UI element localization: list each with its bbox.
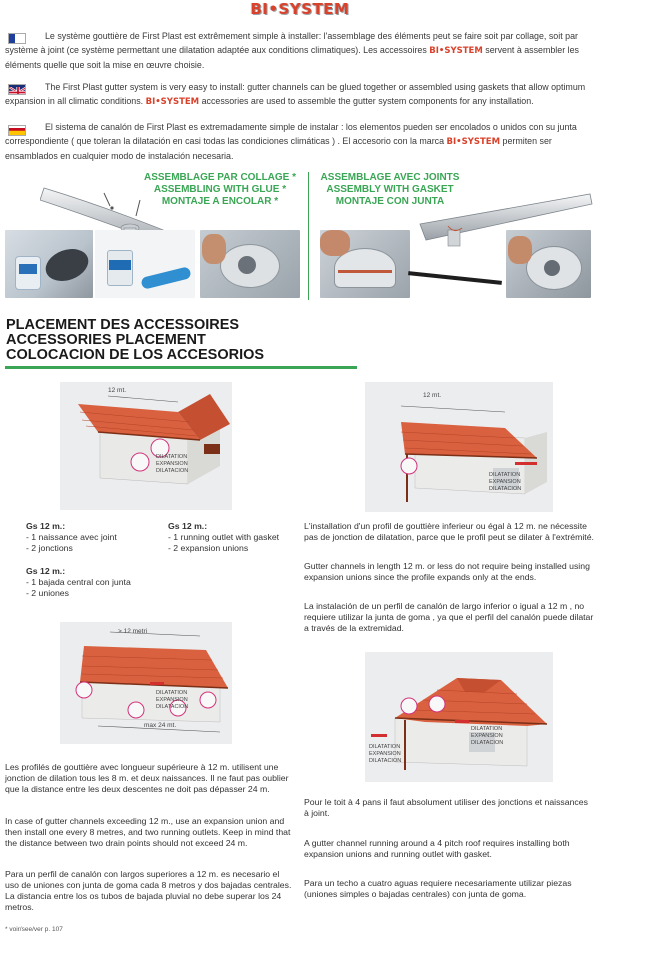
inline-logo: BI•SYSTEM (145, 97, 200, 107)
diagram-house-12m-ends (365, 382, 553, 512)
gasket-assembly-title: ASSEMBLAGE AVEC JOINTS ASSEMBLY WITH GASKET MONTAJE CON JUNTA (320, 172, 460, 207)
text-over12m-fr: Les profilés de gouttière avec longueur supérieure à 12 m. utilisent une jonction de dilation tous les 8 m. et deux naissances. Il ne faut pas oublier que la distance entre les deux descentes ne doit pas dépasser 24 m. (5, 762, 289, 794)
glue-tube-photo (5, 230, 93, 298)
intro-en: The First Plast gutter system is very easy to install: gutter channels can be glued together or assembled using gaskets that allow optimum expansion in all climatic conditions. BI•SYSTEM accessories are used to assemble the gutter system components for any installation. (5, 82, 586, 107)
placement-title: PLACEMENT DES ACCESSOIRES ACCESSORIES PLACEMENT COLOCACION DE LOS ACCESORIOS (6, 317, 265, 363)
placement-rule (5, 366, 357, 369)
length-max-label: max 24 mt. (144, 722, 177, 729)
list-fr: Gs 12 m.: - 1 naissance avec joint - 2 jonctions (26, 521, 117, 553)
assembly-divider (308, 172, 309, 300)
text-over12m-es: Para un perfil de canalón con largos superiores a 12 m. es necesario el uso de uniones con junta de goma cada 8 metros y dos bajadas centrales. La distancia entre los os tubos de bajada pluvial no debe superar los 24 metros. (5, 869, 292, 912)
gasket-strip-image (408, 271, 502, 285)
inline-logo: BI•SYSTEM (429, 46, 483, 56)
gasket-insert-photo (320, 230, 410, 298)
text-12m-fr: L'installation d'un profil de gouttière inferieur ou égal à 12 m. ne nécessite pas de jonction de dilatation, parce que le profil peut se dilater à l'extrémité. (304, 521, 594, 542)
inline-logo: BI•SYSTEM (446, 137, 501, 147)
glue-assembly-title: ASSEMBLAGE PAR COLLAGE * ASSEMBLING WITH GLUE * MONTAJE A ENCOLAR * (143, 172, 297, 207)
text-over12m-en: In case of gutter channels exceeding 12 m., use an expansion union and then install one every 8 metres, and two running outlets. Keep in mind that the distance between two drain points should not exceed 24 m. (5, 816, 291, 848)
text-12m-en: Gutter channels in length 12 m. or less do not require being installed using expansion unions since the profile expands only at the ends. (304, 561, 590, 582)
dilatation-label-left: DILATATION EXPANSION DILATACION (369, 744, 402, 764)
length-label: 12 mt. (423, 392, 442, 399)
length-label: 12 mt. (108, 387, 127, 394)
length-label: > 12 metri (118, 628, 148, 635)
diagram-house-over-12m (60, 622, 232, 744)
intro-es: El sistema de canalón de First Plast es extremadamente simple de instalar : los elementos pueden ser encolados o unidos con su junta correspondiente ( que toleran la dilatación en casi todas las condiciones climáticas ) . El accesorio con la marca BI•SYSTEM permiten ser ensamblados en cualquier modo de instalación necesaria. (5, 122, 577, 161)
list-es: Gs 12 m.: - 1 bajada central con junta - 2 uniones (26, 566, 131, 598)
diagram-house-12m-expansion (60, 382, 232, 510)
glue-application-photo (200, 230, 300, 298)
text-12m-es: La instalación de un perfil de canalón de largo inferior o igual a 12 m , no requiere utilizar la junta de goma , ya que el perfil del canalón puede dilatar a través de la extremidad. (304, 601, 594, 633)
intro-fr: Le système gouttière de First Plast est extrêmement simple à installer: l'assemblage des éléments peut se faire soit par collage, soit par système à joint (ce système permettant une dilatation adaptée aux conditions climatiques). Les accessoires BI•SYSTEM servent à assembler les éléments quelle que soit la mise en œuvre choisie. (5, 31, 579, 70)
dilatation-label-right: DILATATION EXPANSION DILATACION (471, 726, 504, 746)
diagram-four-pitch-roof (365, 652, 553, 782)
glue-products-photo (95, 230, 195, 298)
text-roof4-en: A gutter channel running around a 4 pitch roof requires installing both expansion unions and running outlet with gasket. (304, 838, 570, 859)
dilatation-label: DILATATION EXPANSION DILATACION (489, 472, 522, 492)
list-en: Gs 12 m.: - 1 running outlet with gasket - 2 expansion unions (168, 521, 280, 553)
bisystem-logo: BI•SYSTEM (250, 0, 350, 18)
text-roof4-fr: Pour le toit à 4 pans il faut absolument utiliser des jonctions et naissances à joint. (304, 797, 588, 818)
dilatation-label: DILATATION EXPANSION DILATACION (156, 690, 189, 710)
gasket-assembly-photo (506, 230, 591, 298)
footnote: * voir/see/ver p. 107 (5, 926, 63, 933)
dilatation-label: DILATATION EXPANSION DILATACION (156, 454, 189, 474)
text-roof4-es: Para un techo a cuatro aguas requiere necesariamente utilizar piezas (uniones simples o bajadas centrales) con junta de goma. (304, 878, 572, 899)
